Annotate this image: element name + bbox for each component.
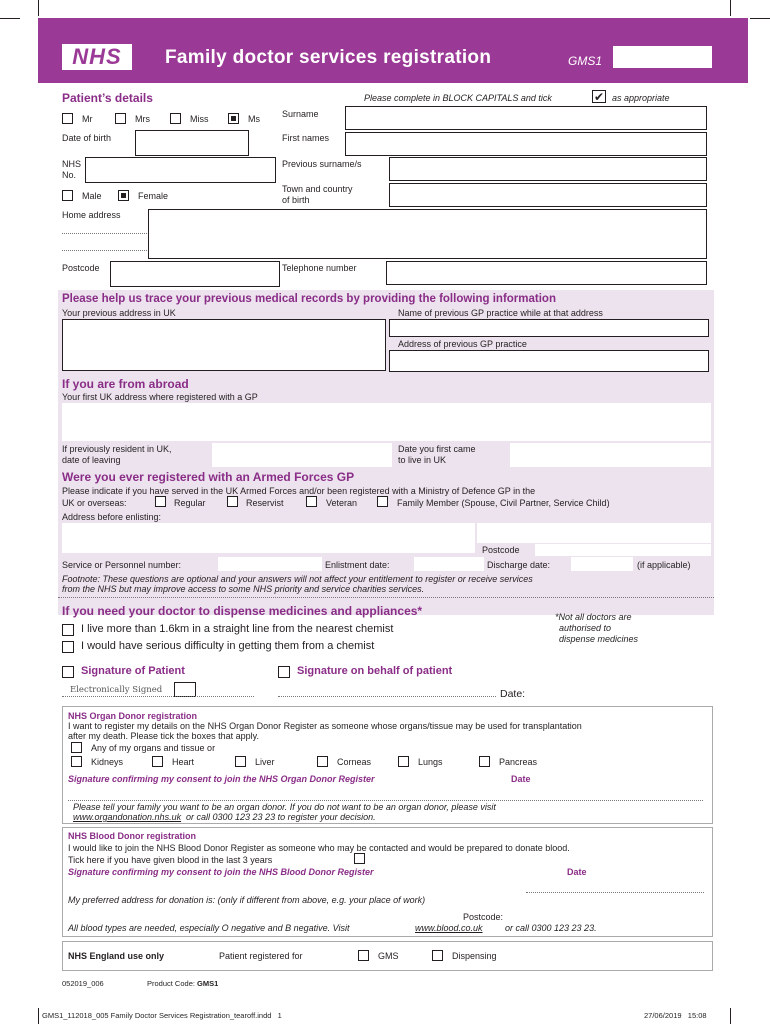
enlistment-date-label: Enlistment date: [325,560,390,570]
office-use-label: NHS England use only [68,951,165,961]
blood-signature-line [526,892,704,893]
dob-field[interactable] [135,130,249,156]
block-capitals-instruction: Please complete in BLOCK CAPITALS and tick [364,93,552,103]
dispense-note-3: dispense medicines [559,634,639,644]
product-code-label: Product Code: [147,979,195,988]
armed-regular-label: Regular [174,498,206,508]
date-first-came-label-2: to live in UK [398,455,447,465]
organ-liver-label: Liver [255,757,275,767]
home-address-label: Home address [62,210,121,220]
organ-corneas-checkbox[interactable] [317,756,328,767]
postcode-label: Postcode [62,263,100,273]
organ-pancreas-checkbox[interactable] [479,756,490,767]
telephone-label: Telephone number [282,263,357,273]
date-of-leaving-field[interactable] [212,443,392,467]
nhs-logo [62,44,132,70]
patient-heading: Patient’s details [62,91,153,105]
abroad-heading: If you are from abroad [62,377,189,391]
patient-signature-line [62,696,254,697]
surname-field[interactable] [345,106,707,130]
blood-donor-heading: NHS Blood Donor registration [68,831,196,841]
crop-mark [750,18,770,19]
blood-date-label: Date [567,867,587,877]
armed-forces-heading: Were you ever registered with an Armed Forces GP [62,470,355,484]
first-names-field[interactable] [345,132,707,156]
patient-signature-label: Signature of Patient [81,665,185,677]
title-mrs-label: Mrs [135,114,150,124]
as-appropriate-text: as appropriate [612,93,670,103]
service-number-label: Service or Personnel number: [62,560,182,570]
if-applicable-text: (if applicable) [637,560,691,570]
organ-signature-line [68,800,703,801]
blood-postcode-label: Postcode: [463,912,504,922]
sex-male-checkbox[interactable] [62,190,73,201]
blood-consent-label: Signature confirming my consent to join the NHS Blood Donor Register [68,867,374,877]
organ-any-checkbox[interactable] [71,742,82,753]
sex-male-label: Male [82,191,102,201]
crop-mark [38,1008,39,1024]
crop-mark [730,1008,731,1024]
address-before-enlisting-field[interactable] [62,523,475,553]
home-address-line [62,250,147,251]
discharge-date-label: Discharge date: [487,560,551,570]
postcode-field[interactable] [110,261,280,287]
registered-dispensing-checkbox[interactable] [432,950,443,961]
blood-given-checkbox[interactable] [354,853,365,864]
dispense-note-2: authorised to [559,623,612,633]
organ-donor-heading: NHS Organ Donor registration [68,711,198,721]
address-before-enlisting-label: Address before enlisting: [62,512,162,522]
print-timestamp: 27/06/2019 15:08 [644,1011,707,1020]
date-of-leaving-label-2: date of leaving [62,455,121,465]
title-ms-checkbox[interactable] [228,113,239,124]
nhs-number-label-2: No. [62,170,77,180]
dob-label: Date of birth [62,133,112,143]
date-first-came-field[interactable] [510,443,711,467]
page-title: Family doctor services registration [165,47,492,68]
armed-forces-intro-2: UK or overseas: [62,498,127,508]
tick-glyph: ✔ [593,90,605,104]
nhs-number-field[interactable] [85,157,276,183]
behalf-signature-checkbox[interactable] [278,666,290,678]
form-code: GMS1 [568,54,603,68]
nhs-logo-text: NHS [72,44,122,69]
organ-heart-checkbox[interactable] [152,756,163,767]
organ-liver-checkbox[interactable] [235,756,246,767]
organ-kidneys-label: Kidneys [91,757,124,767]
organ-heart-label: Heart [172,757,195,767]
armed-reservist-checkbox[interactable] [227,496,238,507]
registered-gms-checkbox[interactable] [358,950,369,961]
behalf-signature-line [278,696,496,697]
organ-family-note-2: or call 0300 123 23 23 to register your decision. [186,812,376,822]
enlistment-date-field[interactable] [414,557,484,571]
signature-date-label: Date: [500,688,526,700]
section-divider [58,597,714,598]
crop-mark [0,18,20,19]
sex-female-label: Female [138,191,169,201]
blood-preferred-address-label: My preferred address for donation is: (only if different from above, e.g. your place of work) [68,895,426,905]
service-number-field[interactable] [218,557,322,571]
previous-address-field[interactable] [62,319,386,371]
armed-postcode-field[interactable] [535,544,711,556]
organ-donor-intro-2: after my death. Please tick the boxes that apply. [68,731,259,741]
blood-types-link[interactable]: www.blood.co.uk [415,923,483,933]
surname-label: Surname [282,109,319,119]
sex-female-checkbox[interactable] [118,190,129,201]
home-address-field[interactable] [148,209,707,259]
organ-pancreas-label: Pancreas [499,757,538,767]
blood-types-note-2: or call 0300 123 23 23. [505,923,597,933]
crop-mark [38,0,39,16]
title-mr-label: Mr [82,114,93,124]
discharge-date-field[interactable] [571,557,633,571]
title-mr-checkbox[interactable] [62,113,73,124]
patient-signature-checkbox[interactable] [62,666,74,678]
dispense-difficulty-checkbox[interactable] [62,641,74,653]
footer-ref: 052019_006 [62,979,104,988]
organ-family-link[interactable]: www.organdonation.nhs.uk [73,812,182,822]
date-of-leaving-label: If previously resident in UK, [62,444,172,454]
blood-given-label: Tick here if you have given blood in the last 3 years [68,855,273,865]
file-name: GMS1_112018_005 Family Doctor Services Registration_tearoff.indd 1 [42,1011,282,1020]
address-before-enlisting-field-2[interactable] [477,523,711,543]
signature-box[interactable] [174,682,196,697]
armed-postcode-label: Postcode [482,545,520,555]
product-code: GMS1 [197,979,219,988]
armed-family-label: Family Member (Spouse, Civil Partner, Service Child) [397,498,610,508]
home-address-line [62,233,147,234]
title-miss-checkbox[interactable] [170,113,181,124]
armed-forces-intro: Please indicate if you have served in the UK Armed Forces and/or been registered with a Ministry of Defence GP in the [62,486,536,496]
first-uk-address-field[interactable] [62,403,711,441]
registered-gms-label: GMS [378,951,399,961]
organ-lungs-label: Lungs [418,757,443,767]
dispense-heading: If you need your doctor to dispense medicines and appliances* [62,604,423,618]
registered-for-label: Patient registered for [219,951,303,961]
organ-any-label: Any of my organs and tissue or [91,743,216,753]
title-ms-label: Ms [248,114,260,124]
previous-gp-name-label: Name of previous GP practice while at that address [398,308,603,318]
registered-dispensing-label: Dispensing [452,951,497,961]
armed-veteran-label: Veteran [326,498,358,508]
town-of-birth-field[interactable] [389,183,707,207]
behalf-signature-label: Signature on behalf of patient [297,665,453,677]
dispense-distance-label: I live more than 1.6km in a straight line from the nearest chemist [81,623,394,635]
previous-address-label: Your previous address in UK [62,308,176,318]
tick-icon [592,90,606,103]
town-of-birth-label: Town and country [282,184,353,194]
organ-kidneys-checkbox[interactable] [71,756,82,767]
electronic-signature: Electronically Signed [70,685,163,695]
telephone-field[interactable] [386,261,707,285]
dispense-difficulty-label: I would have serious difficulty in getting them from a chemist [81,640,375,652]
nhs-number-label: NHS [62,159,82,169]
armed-footnote: Footnote: These questions are optional and your answers will not affect your entitlement to register or receive services [62,574,533,584]
previous-surnames-label: Previous surname/s [282,159,362,169]
dispense-distance-checkbox[interactable] [62,624,74,636]
armed-regular-checkbox[interactable] [155,496,166,507]
organ-consent-label: Signature confirming my consent to join the NHS Organ Donor Register [68,774,375,784]
armed-reservist-label: Reservist [246,498,284,508]
armed-family-checkbox[interactable] [377,496,388,507]
organ-donor-intro: I want to register my details on the NHS Organ Donor Register as someone whose organs/tissue may be used for transplantation [68,721,582,731]
organ-lungs-checkbox[interactable] [398,756,409,767]
first-names-label: First names [282,133,330,143]
title-mrs-checkbox[interactable] [115,113,126,124]
date-first-came-label: Date you first came [398,444,476,454]
form-code-box[interactable] [613,46,712,68]
first-uk-address-label: Your first UK address where registered with a GP [62,392,258,402]
previous-surnames-field[interactable] [389,157,707,181]
previous-records-heading: Please help us trace your previous medical records by providing the following information [62,293,556,305]
blood-donor-intro: I would like to join the NHS Blood Donor Register as someone who may be contacted and would be prepared to donate blood. [68,843,570,853]
crop-mark [730,0,731,16]
organ-date-label: Date [511,774,531,784]
armed-veteran-checkbox[interactable] [306,496,317,507]
title-miss-label: Miss [190,114,209,124]
blood-types-note: All blood types are needed, especially O negative and B negative. Visit [68,923,350,933]
previous-gp-address-field[interactable] [389,350,709,372]
town-of-birth-label-2: of birth [282,195,310,205]
organ-corneas-label: Corneas [337,757,372,767]
previous-gp-address-label: Address of previous GP practice [398,339,527,349]
dispense-note: *Not all doctors are [555,612,632,622]
organ-family-note: Please tell your family you want to be an organ donor. If you do not want to be an organ donor, please visit [73,802,496,812]
previous-gp-name-field[interactable] [389,319,709,337]
armed-footnote-2: from the NHS but may improve access to some NHS priority and service charities services. [62,584,425,594]
